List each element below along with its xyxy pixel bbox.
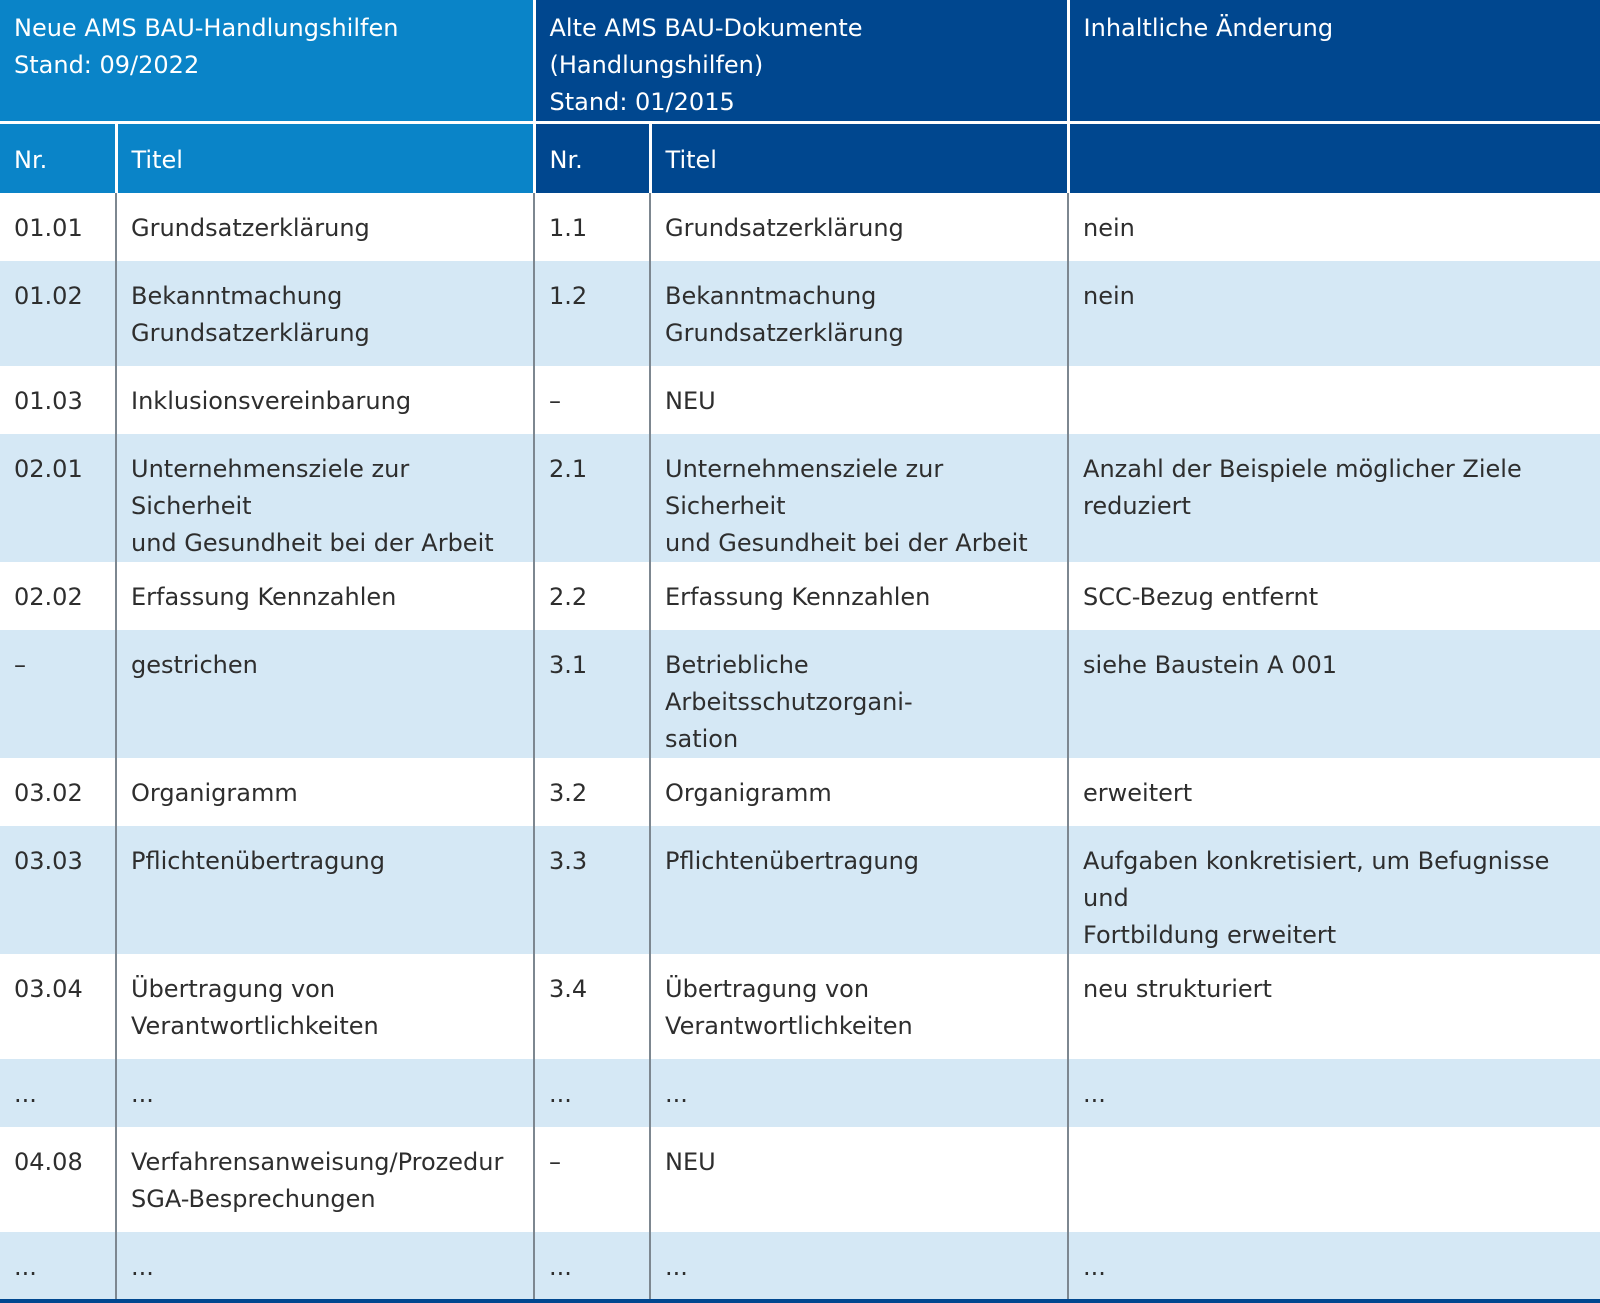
cell-text: 03.04	[14, 974, 83, 1003]
cell-text: Übertragung von	[665, 974, 870, 1003]
cell-old-title	[650, 826, 1068, 954]
cell-text: Inklusionsvereinbarung	[131, 386, 412, 415]
cell-old-nr	[534, 366, 650, 434]
cell-new-nr	[0, 366, 116, 434]
cell-change	[1068, 193, 1600, 261]
cell-text: Bekanntmachung	[665, 281, 877, 310]
cell-text: Organigramm	[131, 778, 298, 807]
header-content-change	[1068, 0, 1600, 123]
cell-new-nr	[0, 261, 116, 366]
cell-new-title	[116, 1232, 534, 1301]
header-new-documents	[0, 0, 534, 123]
header-new-date: Stand: 09/2022	[14, 51, 200, 79]
cell-change	[1068, 261, 1600, 366]
cell-old-nr	[534, 1232, 650, 1301]
table-row	[0, 562, 1600, 630]
cell-new-title	[116, 1059, 534, 1127]
cell-old-title	[650, 434, 1068, 562]
cell-new-title	[116, 758, 534, 826]
cell-change	[1068, 758, 1600, 826]
cell-old-nr	[534, 434, 650, 562]
cell-text: Grundsatzerklärung	[665, 213, 904, 242]
cell-text: und Gesundheit bei der Arbeit	[131, 528, 494, 557]
cell-text: SGA-Besprechungen	[131, 1184, 376, 1213]
cell-old-nr	[534, 758, 650, 826]
cell-text: 3.3	[549, 846, 588, 875]
cell-new-title	[116, 630, 534, 758]
cell-text: 2.2	[549, 582, 588, 611]
cell-text: SCC-Bezug entfernt	[1083, 582, 1319, 611]
cell-text: Betriebliche Arbeitsschutzorgani-	[665, 650, 913, 716]
cell-new-nr	[0, 193, 116, 261]
cell-text: Unternehmensziele zur Sicherheit	[131, 454, 410, 520]
table-header	[0, 0, 1600, 193]
cell-new-title	[116, 434, 534, 562]
cell-old-nr	[534, 261, 650, 366]
cell-text: 04.08	[14, 1147, 83, 1176]
cell-text: ...	[665, 1252, 688, 1281]
cell-old-nr	[534, 1059, 650, 1127]
table-row	[0, 758, 1600, 826]
cell-change	[1068, 434, 1600, 562]
header-old-documents	[534, 0, 1068, 123]
header-new-title: Neue AMS BAU-Handlungshilfen	[14, 14, 399, 42]
column-old-title: Titel	[650, 123, 1068, 193]
cell-new-title	[116, 193, 534, 261]
cell-old-title	[650, 1232, 1068, 1301]
cell-text: nein	[1083, 281, 1135, 310]
column-change	[1068, 123, 1600, 193]
cell-text: NEU	[665, 386, 716, 415]
cell-text: ...	[14, 1079, 37, 1108]
cell-text: Verantwortlichkeiten	[665, 1011, 913, 1040]
cell-old-title	[650, 366, 1068, 434]
cell-old-title	[650, 562, 1068, 630]
header-change-title: Inhaltliche Änderung	[1083, 14, 1334, 42]
cell-new-nr	[0, 1232, 116, 1301]
cell-text: ...	[665, 1079, 688, 1108]
cell-new-title	[116, 826, 534, 954]
cell-text: Erfassung Kennzahlen	[131, 582, 397, 611]
cell-text: nein	[1083, 213, 1135, 242]
table-row	[0, 193, 1600, 261]
cell-old-nr	[534, 630, 650, 758]
header-group-row	[0, 0, 1600, 123]
column-old-nr: Nr.	[534, 123, 650, 193]
cell-change	[1068, 366, 1600, 434]
table-row	[0, 366, 1600, 434]
cell-text: ...	[1083, 1252, 1106, 1281]
cell-text: ...	[131, 1079, 154, 1108]
cell-text: Pflichtenübertragung	[665, 846, 920, 875]
table-row	[0, 1059, 1600, 1127]
cell-new-title	[116, 1127, 534, 1232]
cell-text: 03.02	[14, 778, 83, 807]
cell-text: Erfassung Kennzahlen	[665, 582, 931, 611]
cell-text: erweitert	[1083, 778, 1193, 807]
cell-text: ...	[549, 1079, 572, 1108]
cell-text: Grundsatzerklärung	[665, 318, 904, 347]
cell-new-nr	[0, 954, 116, 1059]
cell-new-nr	[0, 1059, 116, 1127]
cell-change	[1068, 630, 1600, 758]
cell-change	[1068, 826, 1600, 954]
cell-text: 01.03	[14, 386, 83, 415]
cell-old-title	[650, 1059, 1068, 1127]
cell-text: NEU	[665, 1147, 716, 1176]
cell-new-nr	[0, 758, 116, 826]
cell-text: und Gesundheit bei der Arbeit	[665, 528, 1028, 557]
cell-text: Unternehmensziele zur Sicherheit	[665, 454, 944, 520]
cell-old-title	[650, 1127, 1068, 1232]
cell-new-nr	[0, 434, 116, 562]
table-row	[0, 434, 1600, 562]
cell-old-nr	[534, 193, 650, 261]
header-column-row	[0, 123, 1600, 193]
cell-text: 1.2	[549, 281, 588, 310]
cell-text: Verfahrensanweisung/Prozedur	[131, 1147, 504, 1176]
cell-old-title	[650, 261, 1068, 366]
cell-old-nr	[534, 1127, 650, 1232]
table-row	[0, 954, 1600, 1059]
cell-text: Grundsatzerklärung	[131, 213, 370, 242]
cell-new-title	[116, 366, 534, 434]
cell-text: 3.1	[549, 650, 588, 679]
column-new-title: Titel	[116, 123, 534, 193]
cell-text: 1.1	[549, 213, 588, 242]
table-body	[0, 193, 1600, 1301]
cell-new-title	[116, 261, 534, 366]
cell-new-nr	[0, 562, 116, 630]
header-old-title: Alte AMS BAU-Dokumente (Handlungshilfen)	[549, 14, 863, 79]
cell-text: siehe Baustein A 001	[1083, 650, 1337, 679]
cell-change	[1068, 1127, 1600, 1232]
cell-change	[1068, 954, 1600, 1059]
cell-change	[1068, 562, 1600, 630]
cell-change	[1068, 1232, 1600, 1301]
cell-text: ...	[14, 1252, 37, 1281]
cell-new-title	[116, 954, 534, 1059]
cell-text: Grundsatzerklärung	[131, 318, 370, 347]
cell-new-nr	[0, 630, 116, 758]
cell-text: neu strukturiert	[1083, 974, 1272, 1003]
cell-text: 3.2	[549, 778, 588, 807]
cell-text: 02.01	[14, 454, 83, 483]
cell-text: 01.01	[14, 213, 83, 242]
cell-new-nr	[0, 1127, 116, 1232]
table-row	[0, 630, 1600, 758]
table-row	[0, 826, 1600, 954]
cell-old-nr	[534, 562, 650, 630]
cell-text: Verantwortlichkeiten	[131, 1011, 379, 1040]
cell-old-title	[650, 630, 1068, 758]
table-row	[0, 261, 1600, 366]
cell-new-title	[116, 562, 534, 630]
cell-new-nr	[0, 826, 116, 954]
table-row	[0, 1232, 1600, 1301]
cell-text: Bekanntmachung	[131, 281, 343, 310]
header-old-date: Stand: 01/2015	[549, 88, 735, 116]
cell-text: Anzahl der Beispiele möglicher Ziele	[1083, 454, 1522, 483]
cell-change	[1068, 1059, 1600, 1127]
cell-text: –	[549, 1147, 562, 1176]
cell-text: 3.4	[549, 974, 588, 1003]
cell-text: –	[549, 386, 562, 415]
cell-text: Aufgaben konkretisiert, um Befugnisse und	[1083, 846, 1550, 912]
cell-text: Pflichtenübertragung	[131, 846, 386, 875]
cell-text: ...	[1083, 1079, 1106, 1108]
cell-text: Fortbildung erweitert	[1083, 920, 1337, 949]
cell-text: Übertragung von	[131, 974, 336, 1003]
cell-text: gestrichen	[131, 650, 258, 679]
cell-text: 2.1	[549, 454, 588, 483]
column-new-nr: Nr.	[0, 123, 116, 193]
cell-old-nr	[534, 826, 650, 954]
cell-text: 03.03	[14, 846, 83, 875]
cell-text: sation	[665, 724, 739, 753]
cell-text: ...	[549, 1252, 572, 1281]
cell-old-nr	[534, 954, 650, 1059]
table-row	[0, 1127, 1600, 1232]
cell-text: 01.02	[14, 281, 83, 310]
cell-old-title	[650, 954, 1068, 1059]
cell-old-title	[650, 758, 1068, 826]
cell-old-title	[650, 193, 1068, 261]
cell-text: 02.02	[14, 582, 83, 611]
cell-text: ...	[131, 1252, 154, 1281]
cell-text: Organigramm	[665, 778, 832, 807]
cell-text: reduziert	[1083, 491, 1191, 520]
cell-text: –	[14, 650, 26, 679]
